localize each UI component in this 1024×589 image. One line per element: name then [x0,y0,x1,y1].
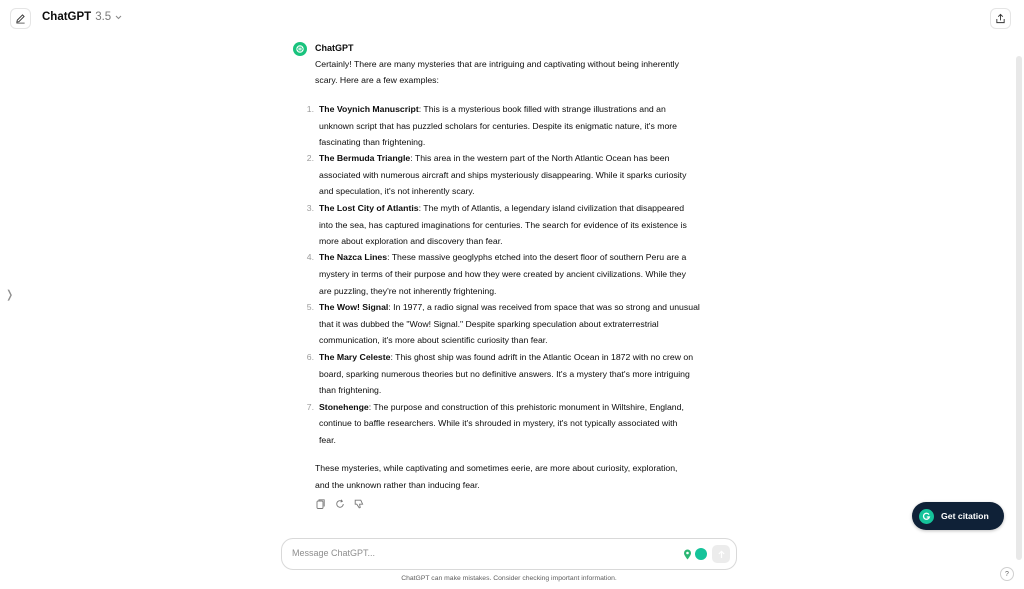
list-item-line: The Nazca Lines: These massive geoglyphs etched into the desert floor of southern Peru are a [319,252,687,262]
disclaimer: ChatGPT can make mistakes. Consider checking important information. [401,575,617,582]
send-button[interactable] [712,545,730,563]
new-chat-button[interactable] [10,8,31,29]
model-selector[interactable] [42,11,122,23]
list-item-line: fear. [319,435,336,445]
list-item-line: The Lost City of Atlantis: The myth of Atlantis, a legendary island civilization that disappeared [319,203,685,213]
intro-line: scary. Here are a few examples: [315,75,439,85]
copy-icon [316,499,325,509]
list-item-line: into the sea, has captured imaginations for centuries. The search for evidence of its existence is [319,220,687,230]
list-item-line: associated with numerous aircraft and ships mysteriously disappearing. While it sparks curiosity [319,170,687,180]
model-version: 3.5 [95,11,112,23]
list-item-line: The Mary Celeste: This ghost ship was found adrift in the Atlantic Ocean in 1872 with no crew on [319,352,694,362]
grammarly-g-icon [919,509,934,524]
list-item-line: The Bermuda Triangle: This area in the western part of the North Atlantic Ocean has been [319,153,670,163]
list-item-line: that it was dubbed the "Wow! Signal." Despite sparking speculation about extraterrestrial [319,319,659,329]
list-number: 2. [306,153,314,163]
list-item-line: board, sparking numerous theories but no definitive answers. It's a mystery that's more intriguing [319,369,690,379]
message-actions [315,498,364,509]
intro-line: Certainly! There are many mysteries that are intriguing and captivating without being inherently [315,59,679,69]
share-button[interactable] [990,8,1011,29]
list-item-line: fascinating than frightening. [319,137,426,147]
list-item-line: mystery in terms of their purpose and how they were created by ancient civilizations. While they [319,269,686,279]
list-item-line: Stonehenge: The purpose and construction of this prehistoric monument in Wiltshire, England, [319,402,684,412]
outro-line: and the unknown rather than inducing fear. [315,480,480,490]
list-number: 7. [306,402,314,412]
message-composer [281,538,737,570]
list-number: 6. [306,352,314,362]
regenerate-button[interactable] [334,498,345,509]
sidebar-toggle-icon[interactable]: ❭ [5,289,15,301]
message-input[interactable] [292,548,672,558]
list-number: 5. [306,302,314,312]
chatgpt-logo-icon [293,42,307,56]
list-item-title: The Mary Celeste [319,352,391,362]
list-item-title: The Voynich Manuscript [319,104,419,114]
top-bar [0,0,1024,36]
list-number: 1. [306,104,314,114]
share-icon [995,13,1006,24]
grammarly-icon[interactable] [695,548,707,560]
list-item-line: more about exploration and discovery than fear. [319,236,503,246]
list-item-line: communication, it's more about scientific curiosity than fear. [319,335,548,345]
list-item-line: continue to baffle researchers. While it's shrouded in mystery, it's not typically associated with [319,418,678,428]
copy-button[interactable] [315,498,326,509]
help-button[interactable]: ? [1000,567,1014,581]
location-pin-icon[interactable] [683,549,692,560]
scrollbar[interactable] [1016,56,1022,560]
list-item-line: The Wow! Signal: In 1977, a radio signal was received from space that was so strong and unusual [319,302,700,312]
arrow-up-icon [717,550,726,559]
list-item-line: are puzzling, they're not inherently frightening. [319,286,497,296]
list-item-title: The Wow! Signal [319,302,389,312]
outro-line: These mysteries, while captivating and sometimes eerie, are more about curiosity, exploration, [315,463,678,473]
chevron-down-icon [115,15,122,20]
list-item-title: Stonehenge [319,402,369,412]
list-item-line: The Voynich Manuscript: This is a mysterious book filled with strange illustrations and an [319,104,666,114]
list-number: 3. [306,203,314,213]
list-item-title: The Nazca Lines [319,252,388,262]
list-item-title: The Lost City of Atlantis [319,203,419,213]
regenerate-icon [335,499,345,509]
list-number: 4. [306,252,314,262]
list-item-line: unknown script that has puzzled scholars for centuries. Despite its enigmatic nature, it's more [319,121,678,131]
list-item-title: The Bermuda Triangle [319,153,411,163]
edit-icon [15,13,26,24]
list-item-line: than frightening. [319,385,382,395]
get-citation-button[interactable] [912,502,1004,530]
thumbs-down-icon [354,499,364,509]
thumbs-down-button[interactable] [353,498,364,509]
list-item-line: and speculation, it's not inherently scary. [319,186,475,196]
message-author: ChatGPT [315,43,354,53]
get-citation-label: Get citation [941,511,989,521]
model-name: ChatGPT [42,11,92,23]
